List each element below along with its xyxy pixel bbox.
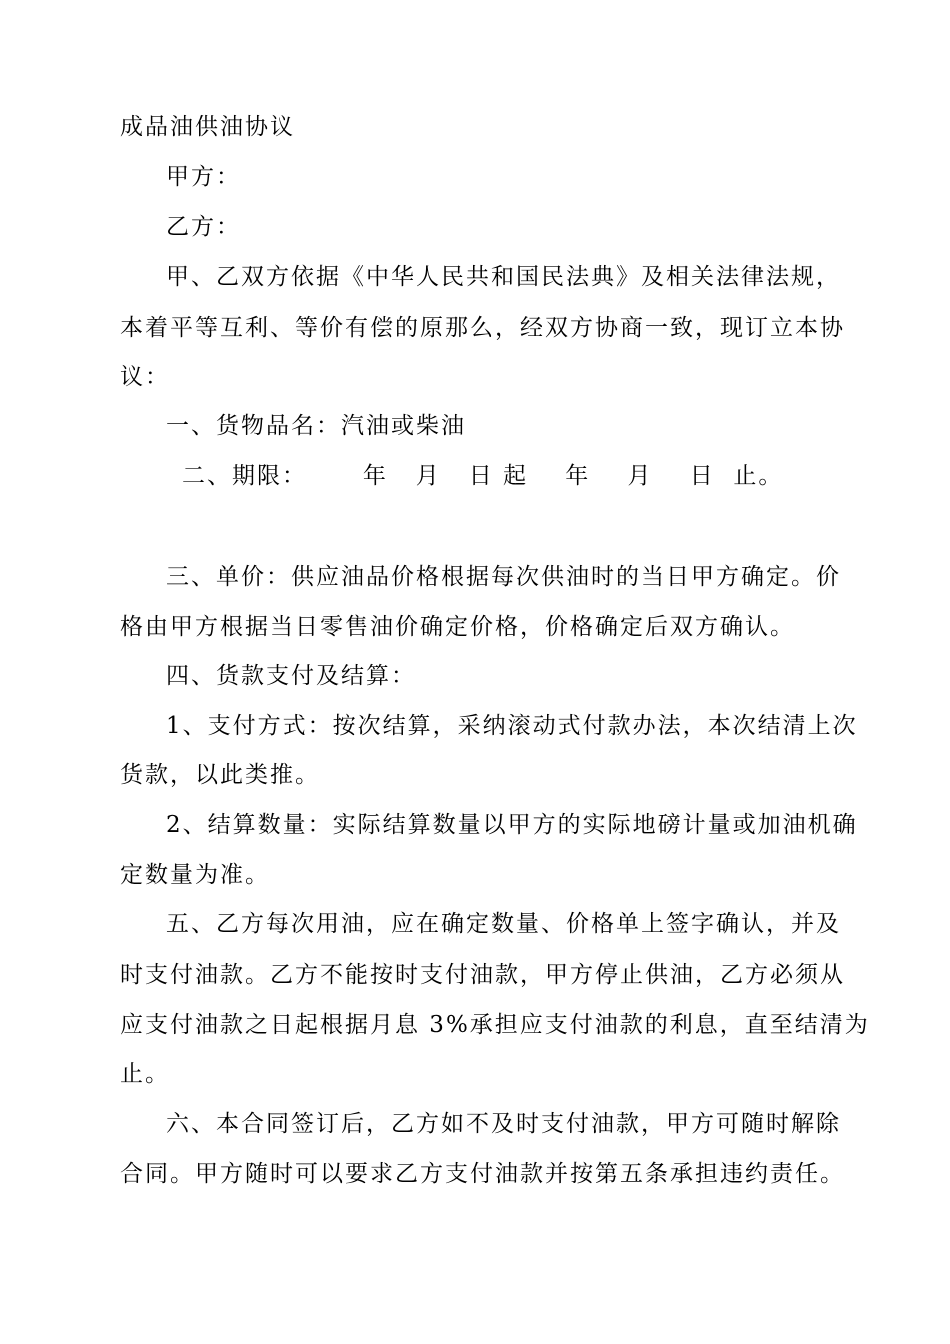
- party-a-line: 甲方：: [166, 164, 241, 190]
- item-3-line-1: 三、单价：供应油品价格根据每次供油时的当日甲方确定。价: [166, 564, 841, 590]
- item-5-line-4: 止。: [120, 1061, 170, 1087]
- item-4-2-line-1: 2、结算数量：实际结算数量以甲方的实际地磅计量或加油机确: [166, 812, 858, 838]
- document-title: 成品油供油协议: [120, 114, 295, 140]
- item-6-line-1: 六、本合同签订后，乙方如不及时支付油款，甲方可随时解除: [166, 1111, 841, 1137]
- item-4-heading: 四、货款支付及结算：: [166, 663, 416, 689]
- item-5-line-2: 时支付油款。乙方不能按时支付油款，甲方停止供油，乙方必须从: [120, 962, 845, 988]
- party-b-line: 乙方：: [166, 214, 241, 240]
- item-2-period: 二、期限： 年 月 日 起 年 月 日 止。: [182, 463, 784, 489]
- item-5-line-1: 五、乙方每次用油，应在确定数量、价格单上签字确认，并及: [166, 911, 841, 937]
- item-5-line-3: 应支付油款之日起根据月息 3%承担应支付油款的利息，直至结清为: [120, 1012, 870, 1038]
- item-3-line-2: 格由甲方根据当日零售油价确定价格，价格确定后双方确认。: [120, 614, 795, 640]
- item-4-1-line-2: 货款，以此类推。: [120, 762, 320, 788]
- intro-line-3: 议：: [120, 364, 170, 390]
- item-1-goods: 一、货物品名：汽油或柴油: [166, 413, 466, 439]
- intro-line-2: 本着平等互利、等价有偿的原那么，经双方协商一致，现订立本协: [120, 315, 845, 341]
- item-4-1-line-1: 1、支付方式：按次结算，采纳滚动式付款办法，本次结清上次: [166, 713, 858, 739]
- intro-line-1: 甲、乙双方依据《中华人民共和国民法典》及相关法律法规，: [166, 264, 841, 290]
- item-6-line-2: 合同。甲方随时可以要求乙方支付油款并按第五条承担违约责任。: [120, 1161, 845, 1187]
- item-4-2-line-2: 定数量为准。: [120, 862, 270, 888]
